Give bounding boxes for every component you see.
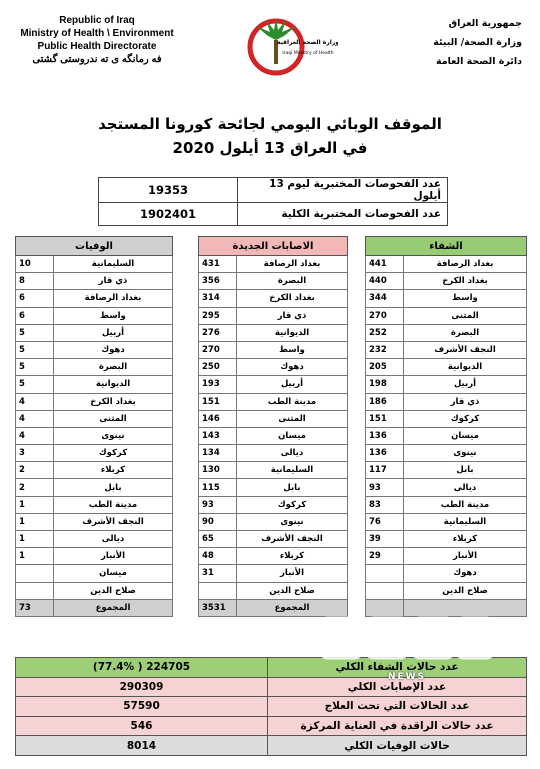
- row-value: 440: [366, 273, 404, 290]
- summary-label: عدد حالات الراقدة في العناية المركزة: [268, 716, 527, 736]
- row-province: بابل: [404, 462, 527, 479]
- row-province: الديوانية: [54, 376, 173, 393]
- new-cases-header: الاصابات الجديدة: [199, 237, 348, 256]
- row-value: [199, 582, 237, 599]
- row-province: دهوك: [404, 565, 527, 582]
- row-province: صلاح الدين: [404, 582, 527, 599]
- header-left: [12, 14, 182, 66]
- row-province: كربلاء: [237, 548, 348, 565]
- summary-row-active: [16, 697, 527, 717]
- row-value: 31: [199, 565, 237, 582]
- table-row: [199, 427, 348, 444]
- row-value: 6: [16, 307, 54, 324]
- row-value: 344: [366, 290, 404, 307]
- row-province: بغداد الرصافة: [237, 256, 348, 273]
- table-row: [366, 307, 527, 324]
- summary-value: 8014: [16, 736, 268, 756]
- table-row: [366, 427, 527, 444]
- row-value: 198: [366, 376, 404, 393]
- row-province: الأنبار: [54, 548, 173, 565]
- header-right-line-3: دائرة الصحة العامة: [435, 56, 522, 67]
- row-value: 1: [16, 548, 54, 565]
- row-province: المثنى: [237, 410, 348, 427]
- row-province: مدينة الطب: [237, 393, 348, 410]
- row-value: 252: [366, 324, 404, 341]
- row-value: 232: [366, 341, 404, 358]
- row-value: 146: [199, 410, 237, 427]
- header-left-line-4: فه رمانگه ی ته ندروستی گشتی: [32, 54, 162, 65]
- table-row: [199, 462, 348, 479]
- header-right-line-2: وزارة الصحة/ البيئة: [433, 37, 522, 48]
- table-row: [16, 324, 173, 341]
- summary-value: 546: [16, 716, 268, 736]
- logo-english-text: Iraqi Ministry of Health: [282, 51, 334, 56]
- table-row: [366, 393, 527, 410]
- table-row: [366, 462, 527, 479]
- row-province: السليمانية: [54, 256, 173, 273]
- table-row: [16, 513, 173, 530]
- summary-value: 57590: [16, 697, 268, 717]
- row-province: ذي قار: [237, 307, 348, 324]
- table-row: [16, 256, 173, 273]
- summary-value: (77.4% ) 224705: [16, 658, 268, 678]
- row-value: 441: [366, 256, 404, 273]
- table-row: [199, 479, 348, 496]
- table-row: [199, 410, 348, 427]
- row-value: 8: [16, 273, 54, 290]
- row-value: 29: [366, 548, 404, 565]
- summary-label: عدد الإصابات الكلي: [268, 677, 527, 697]
- row-province: ذي قار: [54, 273, 173, 290]
- table-row: [366, 582, 527, 599]
- table-row: [16, 462, 173, 479]
- row-province: نينوى: [237, 513, 348, 530]
- row-province: ذي قار: [404, 393, 527, 410]
- row-province: مدينة الطب: [404, 496, 527, 513]
- tests-total-value: 1902401: [99, 203, 238, 226]
- row-province: صلاح الدين: [237, 582, 348, 599]
- row-value: 151: [199, 393, 237, 410]
- table-row: [366, 359, 527, 376]
- row-value: 2: [16, 479, 54, 496]
- row-province: مدينة الطب: [54, 496, 173, 513]
- total-value: 3531: [199, 599, 237, 616]
- row-province: ميسان: [54, 565, 173, 582]
- row-value: 431: [199, 256, 237, 273]
- table-row: [366, 376, 527, 393]
- row-province: المثنى: [404, 307, 527, 324]
- row-value: 356: [199, 273, 237, 290]
- row-province: ميسان: [237, 427, 348, 444]
- row-province: واسط: [54, 307, 173, 324]
- row-province: السليمانية: [237, 462, 348, 479]
- row-province: النجف الأشرف: [404, 341, 527, 358]
- row-value: 65: [199, 531, 237, 548]
- row-value: 93: [366, 479, 404, 496]
- table-row: [199, 376, 348, 393]
- summary-label: حالات الوفيات الكلي: [268, 736, 527, 756]
- row-province: الأنبار: [404, 548, 527, 565]
- header-left-line-2: Ministry of Health \ Environment: [20, 28, 174, 39]
- title-line-1: الموقف الوبائي اليومي لجائحة كورونا المستجد: [98, 115, 442, 133]
- row-value: [16, 582, 54, 599]
- deaths-header: الوفيات: [16, 237, 173, 256]
- total-label: المجموع: [237, 599, 348, 616]
- ministry-logo: [246, 14, 338, 84]
- row-province: أربيل: [54, 324, 173, 341]
- row-value: 186: [366, 393, 404, 410]
- table-row: [199, 582, 348, 599]
- header-left-line-3: Public Health Directorate: [37, 41, 157, 52]
- row-province: الديوانية: [404, 359, 527, 376]
- table-row: [16, 307, 173, 324]
- row-value: 5: [16, 359, 54, 376]
- row-value: 4: [16, 427, 54, 444]
- new-cases-rows: [199, 256, 348, 617]
- table-row: [366, 496, 527, 513]
- tests-total-label: عدد الفحوصات المختبرية الكلية: [238, 203, 448, 226]
- row-value: 314: [199, 290, 237, 307]
- row-province: بغداد الكرخ: [54, 393, 173, 410]
- row-province: ديالى: [54, 531, 173, 548]
- tests-daily-value: 19353: [99, 178, 238, 203]
- row-value: 250: [199, 359, 237, 376]
- row-value: [366, 582, 404, 599]
- lab-tests-table: [98, 177, 448, 226]
- row-value: 76: [366, 513, 404, 530]
- deaths-table: [15, 236, 173, 617]
- row-province: كربلاء: [54, 462, 173, 479]
- summary-label: عدد حالات الشفاء الكلي: [268, 658, 527, 678]
- row-value: 3: [16, 445, 54, 462]
- table-row: [16, 565, 173, 582]
- row-value: 5: [16, 324, 54, 341]
- row-province: نينوى: [54, 427, 173, 444]
- row-value: 5: [16, 341, 54, 358]
- table-row: [199, 513, 348, 530]
- row-value: 1: [16, 531, 54, 548]
- row-province: أربيل: [404, 376, 527, 393]
- row-value: 90: [199, 513, 237, 530]
- recovered-rows: [366, 256, 527, 617]
- table-row: [199, 324, 348, 341]
- row-province: واسط: [237, 341, 348, 358]
- row-value: 2: [16, 462, 54, 479]
- table-row: [366, 341, 527, 358]
- row-province: كربلاء: [404, 531, 527, 548]
- row-province: دهوك: [237, 359, 348, 376]
- table-row: [199, 290, 348, 307]
- row-value: 136: [366, 445, 404, 462]
- table-row: [16, 341, 173, 358]
- table-row: [199, 341, 348, 358]
- table-row: [199, 256, 348, 273]
- row-value: 270: [199, 341, 237, 358]
- row-value: [366, 565, 404, 582]
- row-value: 143: [199, 427, 237, 444]
- row-value: 4: [16, 393, 54, 410]
- tests-row-daily: [99, 178, 448, 203]
- table-row: [199, 496, 348, 513]
- row-province: البصرة: [54, 359, 173, 376]
- row-province: الديوانية: [237, 324, 348, 341]
- row-value: 115: [199, 479, 237, 496]
- table-row: [199, 565, 348, 582]
- row-province: البصرة: [237, 273, 348, 290]
- title-line-2: في العراق 13 أيلول 2020: [172, 139, 368, 157]
- row-province: البصرة: [404, 324, 527, 341]
- header-right-line-1: جمهورية العراق: [448, 18, 522, 29]
- table-row: [366, 479, 527, 496]
- table-row: [16, 410, 173, 427]
- row-value: 39: [366, 531, 404, 548]
- row-value: 205: [366, 359, 404, 376]
- row-value: 1: [16, 513, 54, 530]
- total-label: المجموع: [54, 599, 173, 616]
- row-value: 151: [366, 410, 404, 427]
- row-value: 1: [16, 496, 54, 513]
- row-province: أربيل: [237, 376, 348, 393]
- table-row: [366, 565, 527, 582]
- row-value: 117: [366, 462, 404, 479]
- row-value: 270: [366, 307, 404, 324]
- table-row: [199, 531, 348, 548]
- row-province: بابل: [54, 479, 173, 496]
- row-province: صلاح الدين: [54, 582, 173, 599]
- table-row: [366, 273, 527, 290]
- report-title: [0, 112, 540, 160]
- summary-value: 290309: [16, 677, 268, 697]
- table-row: [16, 290, 173, 307]
- table-row: [16, 548, 173, 565]
- table-row: [16, 582, 173, 599]
- table-row: [16, 359, 173, 376]
- row-province: بغداد الرصافة: [404, 256, 527, 273]
- row-value: [16, 565, 54, 582]
- total-row: [16, 599, 173, 616]
- tests-row-total: [99, 203, 448, 226]
- row-province: كركوك: [237, 496, 348, 513]
- row-value: 193: [199, 376, 237, 393]
- table-row: [16, 496, 173, 513]
- row-province: ديالى: [404, 479, 527, 496]
- table-row: [199, 445, 348, 462]
- table-row: [16, 479, 173, 496]
- table-row: [199, 359, 348, 376]
- recovered-header: الشفاء: [366, 237, 527, 256]
- table-row: [199, 393, 348, 410]
- tests-daily-label: عدد الفحوصات المختبرية ليوم 13 أيلول: [238, 178, 448, 203]
- summary-row-icu: [16, 716, 527, 736]
- row-value: 134: [199, 445, 237, 462]
- row-province: واسط: [404, 290, 527, 307]
- row-value: 83: [366, 496, 404, 513]
- row-province: بغداد الكرخ: [237, 290, 348, 307]
- row-province: المثنى: [54, 410, 173, 427]
- row-value: 48: [199, 548, 237, 565]
- row-value: 295: [199, 307, 237, 324]
- total-value: 73: [16, 599, 54, 616]
- row-province: بابل: [237, 479, 348, 496]
- table-row: [366, 445, 527, 462]
- table-row: [16, 445, 173, 462]
- table-row: [366, 513, 527, 530]
- table-row: [16, 393, 173, 410]
- row-value: 276: [199, 324, 237, 341]
- row-province: كركوك: [54, 445, 173, 462]
- deaths-rows: [16, 256, 173, 617]
- row-value: 6: [16, 290, 54, 307]
- header-right: [422, 14, 522, 71]
- row-value: 93: [199, 496, 237, 513]
- table-row: [199, 307, 348, 324]
- row-value: 130: [199, 462, 237, 479]
- recovered-table: [365, 236, 527, 617]
- table-row: [16, 376, 173, 393]
- table-row: [16, 427, 173, 444]
- table-row: [366, 531, 527, 548]
- table-row: [199, 548, 348, 565]
- row-province: الأنبار: [237, 565, 348, 582]
- table-row: [366, 290, 527, 307]
- row-province: بغداد الكرخ: [404, 273, 527, 290]
- table-row: [366, 324, 527, 341]
- table-row: [16, 273, 173, 290]
- row-province: ديالى: [237, 445, 348, 462]
- logo-arabic-text: وزارة الصحة العراقية: [276, 39, 338, 46]
- header-left-line-1: Republic of Iraq: [59, 15, 135, 26]
- table-row: [199, 273, 348, 290]
- row-value: 10: [16, 256, 54, 273]
- row-province: دهوك: [54, 341, 173, 358]
- row-province: النجف الأشرف: [237, 531, 348, 548]
- row-province: النجف الأشرف: [54, 513, 173, 530]
- new-cases-table: [198, 236, 348, 617]
- summary-label: عدد الحالات التي تحت العلاج: [268, 697, 527, 717]
- table-row: [366, 256, 527, 273]
- row-value: 5: [16, 376, 54, 393]
- table-row: [16, 531, 173, 548]
- summary-row-deaths: [16, 736, 527, 756]
- watermark-text: NEWS: [387, 672, 427, 682]
- table-row: [366, 410, 527, 427]
- row-province: ميسان: [404, 427, 527, 444]
- row-province: كركوك: [404, 410, 527, 427]
- row-province: نينوى: [404, 445, 527, 462]
- row-province: السليمانية: [404, 513, 527, 530]
- row-province: بغداد الرصافة: [54, 290, 173, 307]
- row-value: 4: [16, 410, 54, 427]
- row-value: 136: [366, 427, 404, 444]
- table-row: [366, 548, 527, 565]
